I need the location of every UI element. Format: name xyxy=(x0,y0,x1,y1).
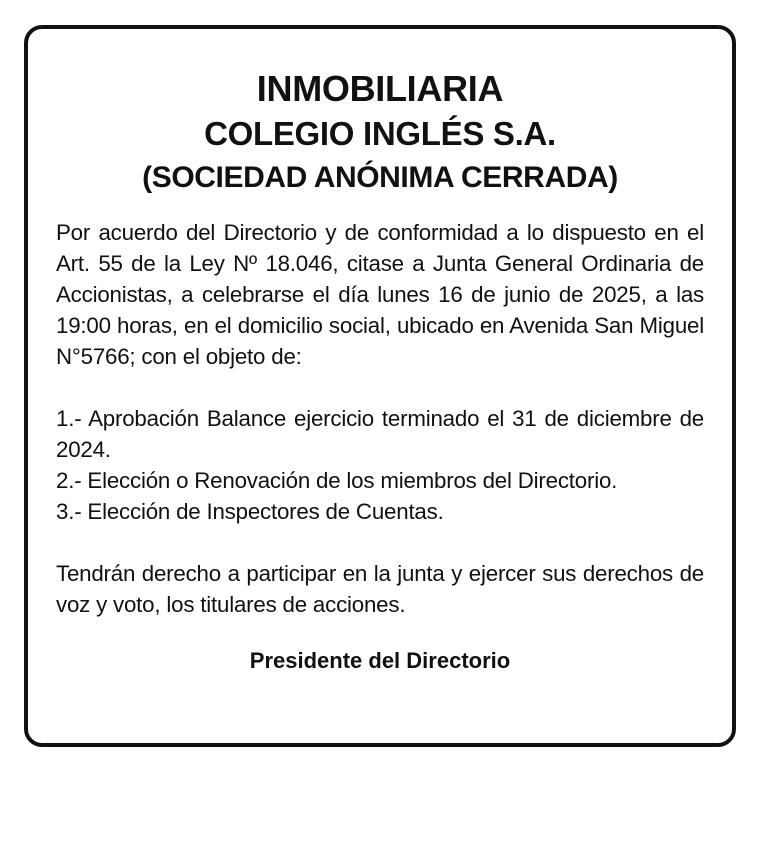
intro-paragraph: Por acuerdo del Directorio y de conformidad a lo dispuesto en el Art. 55 de la Ley Nº 18.046, citase a Junta General Ordinaria de Accionistas, a celebrarse el día lunes 16 de junio de 2025, a las 19:00 horas, en el domicilio social, ubicado en Avenida San Miguel N°5766; con el objeto de: xyxy=(56,220,704,369)
company-name-line-1: INMOBILIARIA xyxy=(256,68,504,109)
rights-paragraph: Tendrán derecho a participar en la junta y ejercer sus derechos de voz y voto, los titulares de acciones. xyxy=(56,561,704,617)
company-type: (SOCIEDAD ANÓNIMA CERRADA) xyxy=(142,161,618,194)
signature: Presidente del Directorio xyxy=(249,648,511,673)
agenda-list xyxy=(56,403,704,527)
company-name-line-2: COLEGIO INGLÉS S.A. xyxy=(204,115,556,152)
notice-box xyxy=(24,25,736,747)
agenda-item: 3.- Elección de Inspectores de Cuentas. xyxy=(56,499,444,524)
agenda-item: 2.- Elección o Renovación de los miembros del Directorio. xyxy=(56,468,618,493)
agenda-item: 1.- Aprobación Balance ejercicio terminado el 31 de diciembre de 2024. xyxy=(56,406,704,462)
